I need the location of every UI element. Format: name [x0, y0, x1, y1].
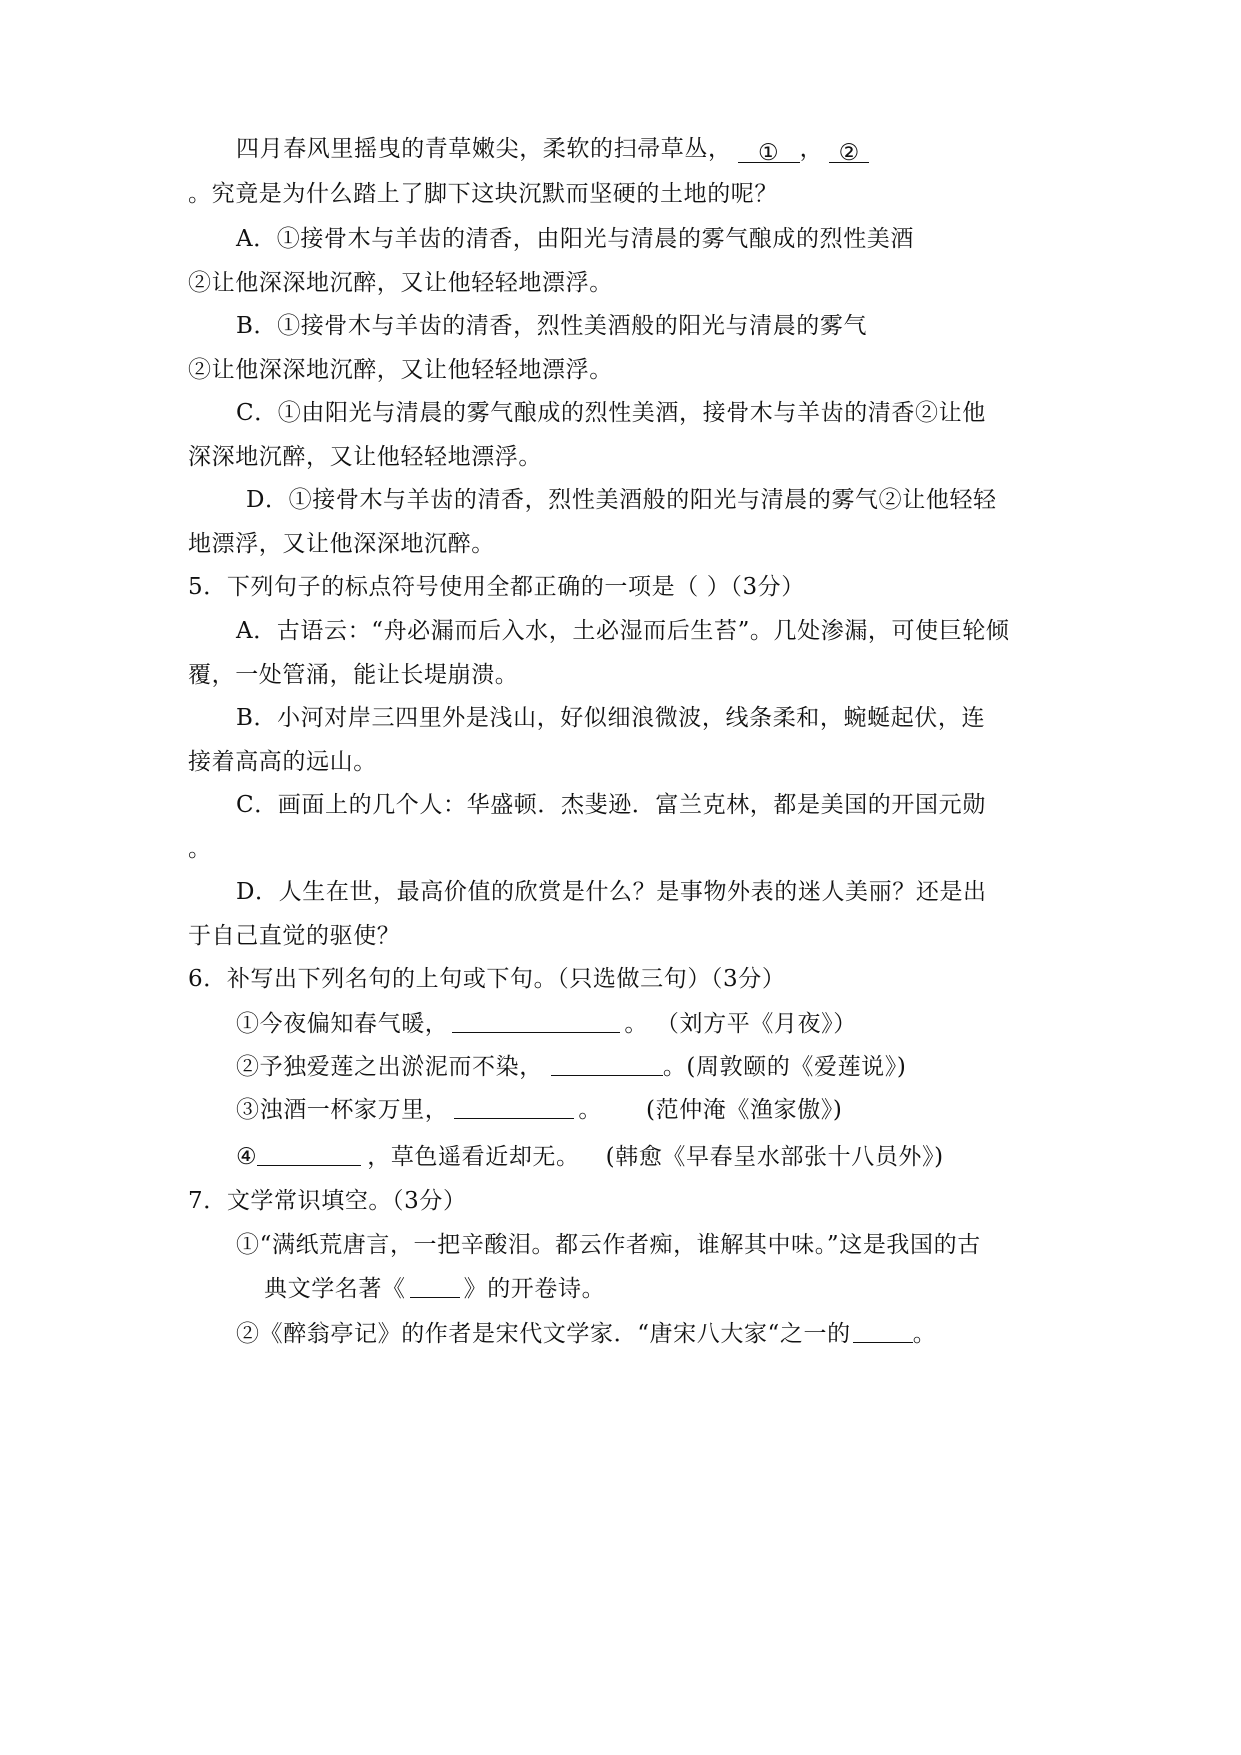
q6-item-3-blank	[454, 1094, 574, 1119]
passage-text: 四月春风里摇曳的青草嫩尖，柔软的扫帚草丛，	[236, 136, 732, 162]
q6-item-4	[236, 1141, 944, 1172]
q4-option-b-line-1: B．①接骨木与羊齿的清香，烈性美酒般的阳光与清晨的雾气	[236, 313, 868, 339]
q4-option-c-line-1: C．①由阳光与清晨的雾气酿成的烈性美酒，接骨木与羊齿的清香②让他	[236, 400, 986, 426]
q7-item-2-end: 。	[912, 1321, 937, 1347]
q7-item-2	[236, 1318, 936, 1349]
q6-item-1-blank	[452, 1008, 620, 1033]
q4-option-d-line-2: 地漂浮，又让他深深地沉醉。	[188, 531, 495, 557]
q7-item-1-suffix: 》的开卷诗。	[463, 1276, 606, 1302]
q5-option-d-line-1: D．人生在世，最高价值的欣赏是什么？是事物外表的迷人美丽？还是出	[236, 879, 987, 905]
q6-item-4-prefix: ④	[236, 1144, 258, 1170]
q6-item-1-source: 。 （刘方平《月夜》）	[624, 1011, 857, 1037]
q7-item-1-blank	[410, 1273, 460, 1298]
q4-option-a-line-1: A．①接骨木与羊齿的清香，由阳光与清晨的雾气酿成的烈性美酒	[236, 226, 915, 252]
passage-line-2: 。究竟是为什么踏上了脚下这块沉默而坚硬的土地的呢？	[188, 181, 778, 207]
q6-item-2-source: 。(周敦颐的《爱莲说》)	[662, 1054, 907, 1080]
q7-item-2-blank	[853, 1318, 913, 1343]
q6-item-2-blank	[551, 1051, 663, 1076]
q6-item-4-source: (韩愈《早春呈水部张十八员外》)	[605, 1144, 944, 1170]
q7-item-2-prefix: ②《醉翁亭记》的作者是宋代文学家．“唐宋八大家“之一的	[236, 1321, 851, 1347]
q7-item-1-line-1: ①“满纸荒唐言，一把辛酸泪。都云作者痴，谁解其中味。”这是我国的古	[236, 1232, 981, 1258]
q5-option-a-line-1: A．古语云：“舟必漏而后入水，土必湿而后生苔”。几处渗漏，可使巨轮倾	[236, 618, 1010, 644]
q6-item-3	[236, 1094, 842, 1125]
q6-item-3-source: (范仲淹《渔家傲》)	[646, 1097, 843, 1123]
q4-option-c-line-2: 深深地沉醉，又让他轻轻地漂浮。	[188, 444, 542, 470]
q6-item-2-prefix: ②予独爱莲之出淤泥而不染，	[236, 1054, 543, 1080]
q7-item-1-line-2	[264, 1273, 605, 1304]
q5-stem: 5．下列句子的标点符号使用全都正确的一项是（ ）（3分）	[188, 574, 805, 600]
q6-item-1-prefix: ①今夜偏知春气暖，	[236, 1011, 449, 1037]
blank-2: ②	[829, 138, 869, 163]
q6-item-3-prefix: ③浊酒一杯家万里，	[236, 1097, 449, 1123]
q6-item-3-end: 。	[578, 1097, 603, 1123]
q5-option-c-line-2: 。	[188, 836, 212, 862]
q6-item-4-blank	[257, 1141, 361, 1166]
q5-option-a-line-2: 覆，一处管涌，能让长堤崩溃。	[188, 662, 519, 688]
q5-option-b-line-2: 接着高高的远山。	[188, 749, 377, 775]
q4-option-b-line-2: ②让他深深地沉醉，又让他轻轻地漂浮。	[188, 357, 613, 383]
separator: ，	[799, 136, 824, 162]
q6-item-2	[236, 1051, 906, 1082]
q6-item-1	[236, 1008, 857, 1039]
q6-stem: 6．补写出下列名句的上句或下句。（只选做三句）（3分）	[188, 966, 786, 992]
q5-option-c-line-1: C．画面上的几个人：华盛顿．杰斐逊．富兰克林，都是美国的开国元勋	[236, 792, 986, 818]
q5-option-b-line-1: B．小河对岸三四里外是浅山，好似细浪微波，线条柔和，蜿蜒起伏，连	[236, 705, 986, 731]
blank-1: ①	[738, 138, 800, 163]
q4-option-d-line-1: D．①接骨木与羊齿的清香，烈性美酒般的阳光与清晨的雾气②让他轻轻	[246, 487, 997, 513]
q5-option-d-line-2: 于自己直觉的驱使？	[188, 923, 401, 949]
q7-stem: 7．文学常识填空。（3分）	[188, 1188, 467, 1214]
q4-option-a-line-2: ②让他深深地沉醉，又让他轻轻地漂浮。	[188, 270, 613, 296]
q7-item-1-prefix: 典文学名著《	[264, 1276, 406, 1302]
q6-item-4-text: ，草色遥看近却无。	[367, 1144, 580, 1170]
passage-line-1	[236, 134, 869, 164]
